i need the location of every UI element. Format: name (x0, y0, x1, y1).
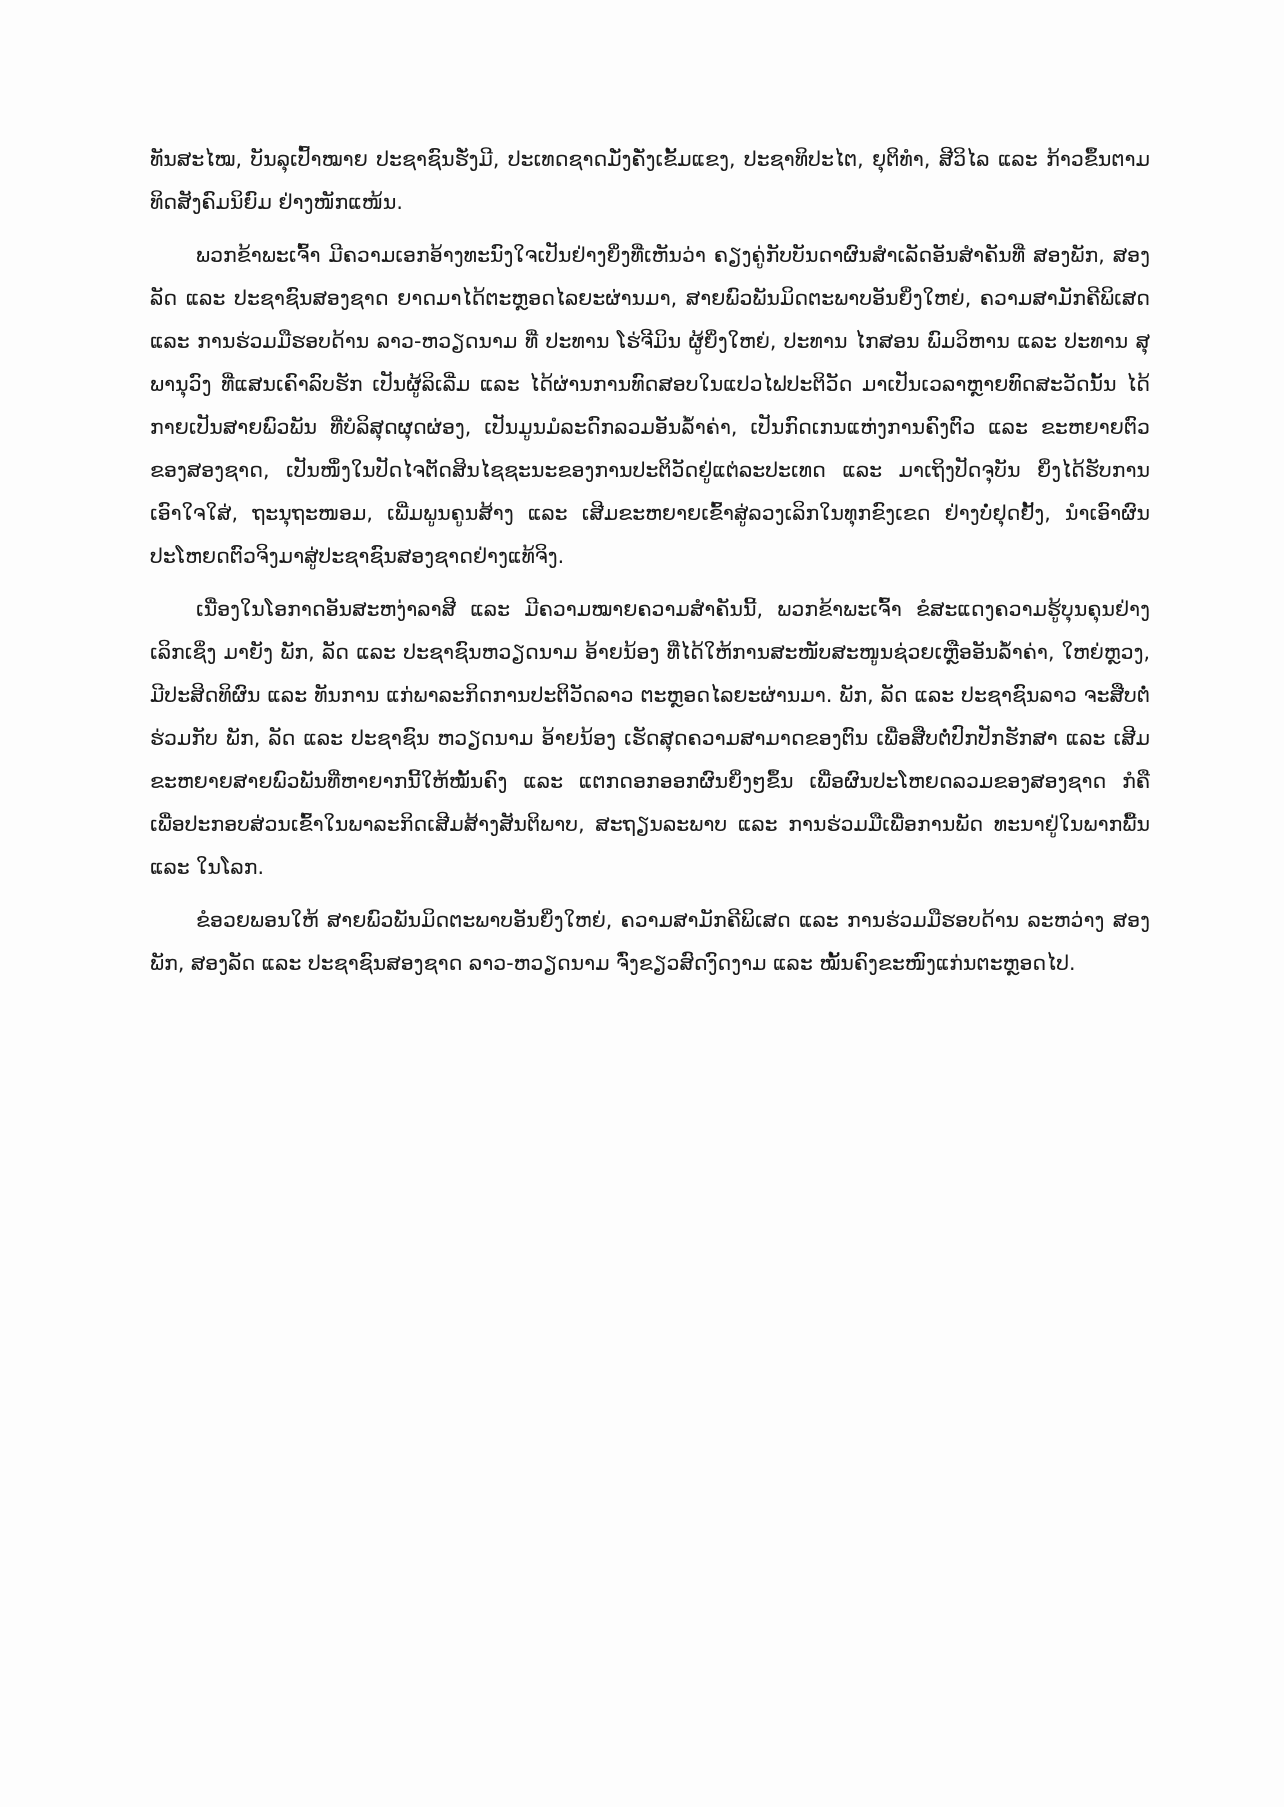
paragraph-3: ເນື່ອງໃນໂອກາດອັນສະຫງ່າລາສີ ແລະ ມີຄວາມໝາຍຄວາມສຳຄັນນີ້, ພວກຂ້າພະເຈົ້າ ຂໍສະແດງຄວາມຮູ້ບຸນຄຸນຢ່າງເລິກເຊິ່ງ ມາຍັງ ພັກ, ລັດ ແລະ ປະຊາຊົນຫວຽດນາມ ອ້າຍນ້ອງ ທີ່ໄດ້ໃຫ້ການສະໜັບສະໜູນຊ່ວຍເຫຼືອອັນລ້ຳຄ່າ, ໃຫຍ່ຫຼວງ, ມີປະສິດທິຜົນ ແລະ ທັນການ ແກ່ພາລະກິດການປະຕິວັດລາວ ຕະຫຼອດໄລຍະຜ່ານມາ. ພັກ, ລັດ ແລະ ປະຊາຊົນລາວ ຈະສືບຕໍ່ຮ່ວມກັບ ພັກ, ລັດ ແລະ ປະຊາຊົນ ຫວຽດນາມ ອ້າຍນ້ອງ ເຮັດສຸດຄວາມສາມາດຂອງຕົນ ເພື່ອສືບຕໍ່ປົກປັກຮັກສາ ແລະ ເສີມຂະຫຍາຍສາຍພົວພັນທີ່ຫາຍາກນີ້ໃຫ້ໝັ້ນຄົງ ແລະ ແຕກດອກອອກຜົນຍິ່ງໆຂຶ້ນ ເພື່ອຜົນປະໂຫຍດລວມຂອງສອງຊາດ ກໍຄື ເພື່ອປະກອບສ່ວນເຂົ້າໃນພາລະກິດເສີມສ້າງສັນຕິພາບ, ສະຖຽນລະພາບ ແລະ ການຮ່ວມມືເພື່ອການພັດ ທະນາຢູ່ໃນພາກພື້ນ ແລະ ໃນໂລກ. (150, 597, 1150, 879)
document-body (150, 138, 1150, 995)
paragraph-1: ທັນສະໄໝ, ບັນລຸເປົ້າໝາຍ ປະຊາຊົນຮັ່ງມີ, ປະເທດຊາດມັ່ງຄັ່ງເຂັ້ມແຂງ, ປະຊາທິປະໄຕ, ຍຸຕິທຳ, ສີວິໄລ ແລະ ກ້າວຂຶ້ນຕາມທິດສັງຄົມນິຍົມ ຢ່າງໜັກແໜ້ນ. (150, 147, 1150, 214)
paragraph-2: ພວກຂ້າພະເຈົ້າ ມີຄວາມເອກອ້າງທະນົງໃຈເປັນຢ່າງຍິ່ງທີ່ເຫັນວ່າ ຄຽງຄູ່ກັບບັນດາຜົນສຳເລັດອັນສຳຄັນທີ່ ສອງພັກ, ສອງ ລັດ ແລະ ປະຊາຊົນສອງຊາດ ຍາດມາໄດ້ຕະຫຼອດໄລຍະຜ່ານມາ, ສາຍພົວພັນມິດຕະພາບອັນຍິ່ງໃຫຍ່, ຄວາມສາມັກຄີພິເສດ ແລະ ການຮ່ວມມືຮອບດ້ານ ລາວ-ຫວຽດນາມ ທີ່ ປະທານ ໂຮ່ຈີມິນ ຜູ້ຍິ່ງໃຫຍ່, ປະທານ ໄກສອນ ພົມວິຫານ ແລະ ປະທານ ສຸພານຸວົງ ທີ່ແສນເຄົາລົບຮັກ ເປັນຜູ້ລິເລີ່ມ ແລະ ໄດ້ຜ່ານການທົດສອບໃນແປວໄຟປະຕິວັດ ມາເປັນເວລາຫຼາຍທົດສະວັດນັ້ນ ໄດ້ກາຍເປັນສາຍພົວພັນ ທີ່ບໍລິສຸດຜຸດຜ່ອງ, ເປັນມູນມໍລະດົກລວມອັນລ້ຳຄ່າ, ເປັນກົດເກນແຫ່ງການຄົງຕົວ ແລະ ຂະຫຍາຍຕົວຂອງສອງຊາດ, ເປັນໜຶ່ງໃນປັດໄຈຕັດສິນໄຊຊະນະຂອງການປະຕິວັດຢູ່ແຕ່ລະປະເທດ ແລະ ມາເຖິງປັດຈຸບັນ ຍິ່ງໄດ້ຮັບການເອົາໃຈໃສ່, ຖະນຸຖະໜອມ, ເພີ່ມພູນຄູນສ້າງ ແລະ ເສີມຂະຫຍາຍເຂົ້າສູ່ລວງເລິກໃນທຸກຂົງເຂດ ຢ່າງບໍ່ຢຸດຢັ້ງ, ນຳເອົາຜົນປະໂຫຍດຕົວຈິງມາສູ່ປະຊາຊົນສອງຊາດຢ່າງແທ້ຈິງ. (150, 243, 1150, 568)
paragraph-4: ຂໍອວຍພອນໃຫ້ ສາຍພົວພັນມິດຕະພາບອັນຍິ່ງໃຫຍ່, ຄວາມສາມັກຄີພິເສດ ແລະ ການຮ່ວມມືຮອບດ້ານ ລະຫວ່າງ ສອງພັກ, ສອງລັດ ແລະ ປະຊາຊົນສອງຊາດ ລາວ-ຫວຽດນາມ ຈົ່ງຂຽວສົດງົດງາມ ແລະ ໝັ້ນຄົງຂະໜົງແກ່ນຕະຫຼອດໄປ. (150, 908, 1150, 975)
